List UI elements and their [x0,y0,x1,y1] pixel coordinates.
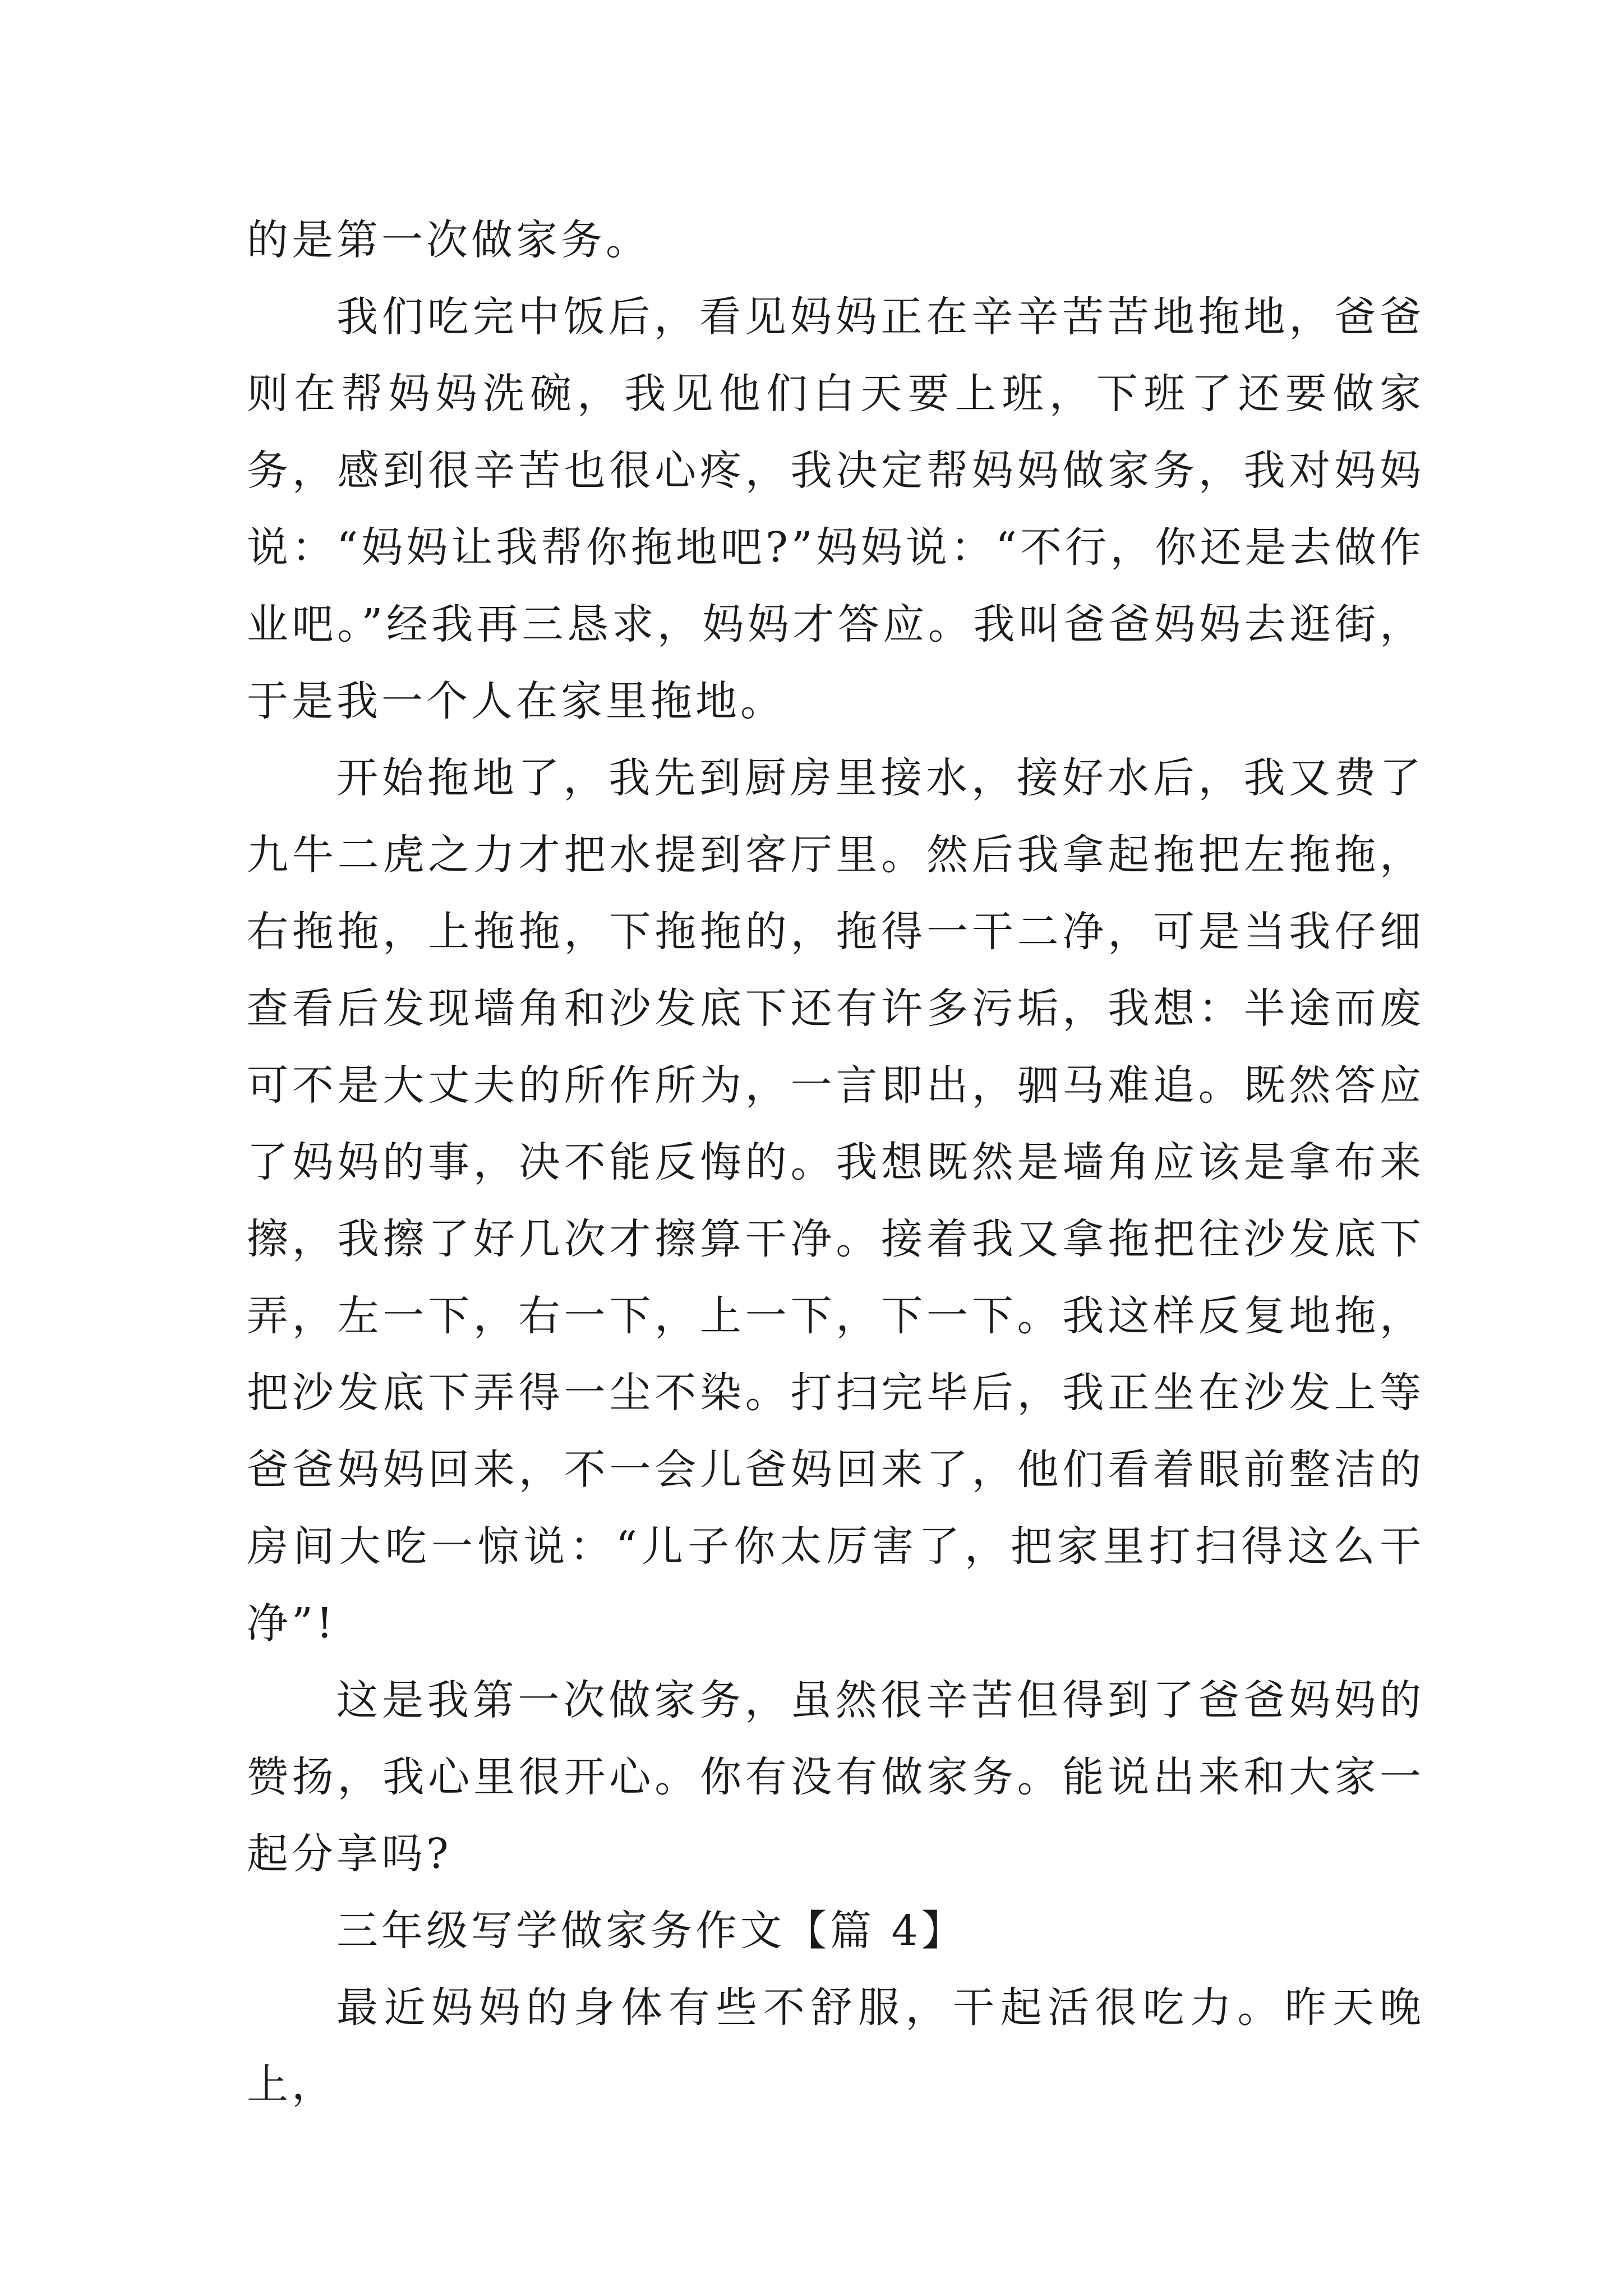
section-heading: 三年级写学做家务作文【篇 4】 [336,1907,966,1955]
paragraph-conclusion: 这是我第一次做家务，虽然很辛苦但得到了爸爸妈妈的赞扬，我心里很开心。你有没有做家务。能说出来和大家一起分享吗? [247,1676,1424,1878]
paragraph-after-lunch: 我们吃完中饭后，看见妈妈正在辛辛苦苦地拖地，爸爸则在帮妈妈洗碗，我见他们白天要上班，下班了还要做家务，感到很辛苦也很心疼，我决定帮妈妈做家务，我对妈妈说：“妈妈让我帮你拖地吧?”妈妈说：“不行，你还是去做作业吧。”经我再三恳求，妈妈才答应。我叫爸爸妈妈去逛街，于是我一个人在家里拖地。 [247,293,1424,725]
paragraph-continuation: 的是第一次做家务。 [247,216,651,264]
document-body [247,202,1424,2123]
paragraph-mopping: 开始拖地了，我先到厨房里接水，接好水后，我又费了九牛二虎之力才把水提到客厅里。然后我拿起拖把左拖拖，右拖拖，上拖拖，下拖拖的，拖得一干二净，可是当我仔细查看后发现墙角和沙发底下还有许多污垢，我想：半途而废可不是大丈夫的所作所为，一言即出，驷马难追。既然答应了妈妈的事，决不能反悔的。我想既然是墙角应该是拿布来擦，我擦了好几次才擦算干净。接着我又拿拖把往沙发底下弄，左一下，右一下，上一下，下一下。我这样反复地拖，把沙发底下弄得一尘不染。打扫完毕后，我正坐在沙发上等爸爸妈妈回来，不一会儿爸妈回来了，他们看着眼前整洁的房间大吃一惊说：“儿子你太厉害了，把家里打扫得这么干净”! [247,754,1424,1648]
paragraph-next-essay: 最近妈妈的身体有些不舒服，干起活很吃力。昨天晚上， [247,1984,1424,2109]
